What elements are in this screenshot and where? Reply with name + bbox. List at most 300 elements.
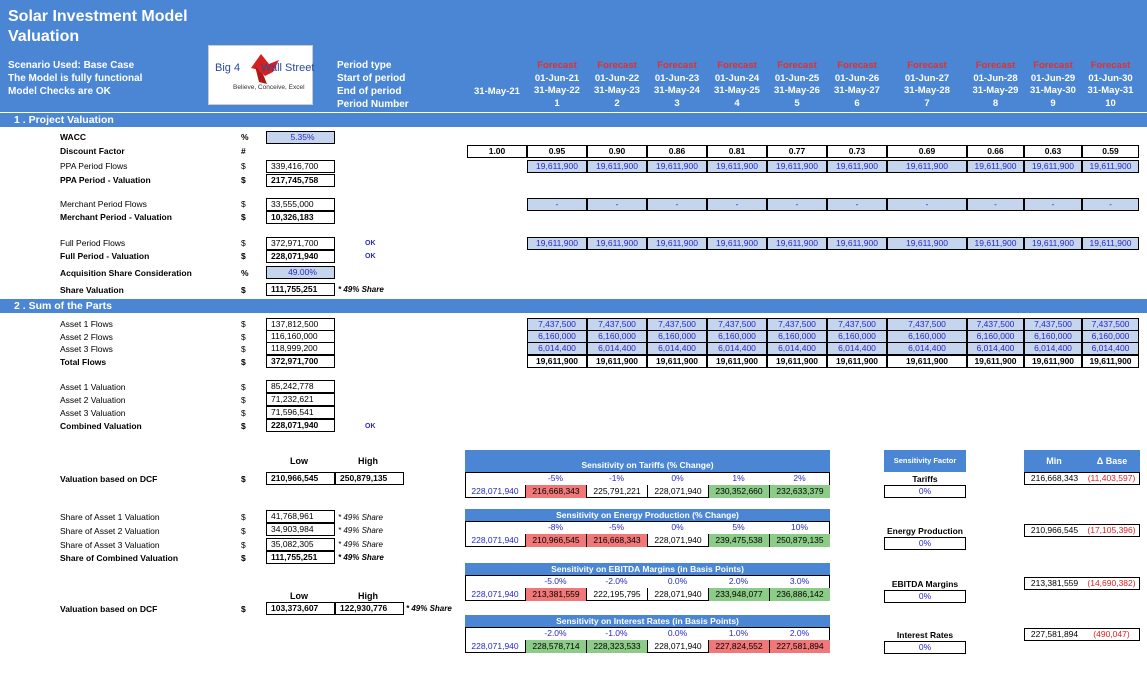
row-label-end: End of period [337,86,402,97]
sensitivity-value: 216,668,343 [586,534,647,547]
period-flow-cell: 7,437,500 [1082,318,1139,331]
acq-share-input[interactable]: 49.00% [266,266,335,279]
sensitivity-step: 3.0% [789,576,810,586]
period-header-3 [647,60,707,110]
period-flow-cell: 19,611,900 [887,237,967,250]
discount-label: Discount Factor [60,146,125,156]
combined-val-unit: $ [241,421,246,431]
period-type: Forecast [717,60,757,71]
sensitivity-step: 2.0% [728,576,749,586]
sensitivity-value: 228,071,940 [647,485,708,498]
period-flow-cell: 19,611,900 [887,355,967,368]
full-flows-label: Full Period Flows [60,238,126,248]
period-flow-cell: 7,437,500 [707,318,767,331]
sensitivity-value: 227,581,894 [769,640,830,653]
period-header-9 [1024,60,1082,110]
period-type: Forecast [1090,60,1131,71]
sensitivity-title: Sensitivity on Energy Production (% Change) [465,509,830,521]
dcf2-unit: $ [241,604,246,614]
share-val-label: Share Valuation [60,285,124,295]
period-flow-cell: 6,160,000 [587,330,647,343]
share-a2-note: * 49% Share [338,526,383,535]
scenario-label: Scenario Used: Base Case [8,60,135,71]
period-flow-cell: 6,160,000 [767,330,827,343]
period-end: 31-May-29 [972,85,1019,96]
dcf2-high: 122,930,776 [335,602,404,615]
period-start: 01-Jun-26 [834,72,880,84]
sensitivity-step: -5% [547,473,564,483]
period-flow-cell: 19,611,900 [967,160,1024,173]
period-flow-cell: 19,611,900 [967,237,1024,250]
period-flow-cell: 19,611,900 [1082,355,1139,368]
period-end: 31-May-23 [594,85,640,96]
dcf1-high: 250,879,135 [335,472,404,485]
combined-val-ok: OK [365,423,376,430]
discount-factor-cell: 0.59 [1082,145,1139,158]
asset2-flows-value: 116,160,000 [266,330,335,343]
period-type: Forecast [837,60,877,71]
logo-main: Big 4 [215,62,241,74]
period-flow-cell: 6,014,400 [1024,342,1082,355]
model-title: Solar Investment Model [8,8,188,25]
sensitivity-min: 213,381,559 [1024,577,1084,590]
period-flow-cell: 19,611,900 [707,355,767,368]
share-comb-note: * 49% Share [338,553,384,562]
asset3-flows-unit: $ [241,344,246,354]
eagle-icon [209,46,314,106]
period-flow-cell: 19,611,900 [827,160,887,173]
period-flow-cell: 6,160,000 [1082,330,1139,343]
sensitivity-value: 228,071,940 [647,534,708,547]
share-a1-label: Share of Asset 1 Valuation [60,512,160,522]
row-label-period-type: Period type [337,60,392,71]
period-flow-cell: 19,611,900 [1082,237,1139,250]
sensitivity-factor-label: EBITDA Margins [891,579,959,589]
period-flow-cell: 19,611,900 [527,160,587,173]
dcf2-note: * 49% Share [406,604,452,613]
period-flow-cell: 19,611,900 [827,237,887,250]
period-number: 10 [1105,97,1116,109]
period-start: 01-Jun-23 [654,72,700,84]
period-flow-cell: 7,437,500 [1024,318,1082,331]
sensitivity-step: -2.0% [544,628,567,638]
discount-base: 1.00 [467,145,527,158]
section-sum-of-parts: 2 . Sum of the Parts [0,299,1147,313]
sensitivity-value: 233,948,077 [708,588,769,601]
period-flow-cell: 7,437,500 [967,318,1024,331]
period-start: 01-Jun-22 [594,72,640,84]
period-flow-cell: - [767,198,827,211]
share-a2-unit: $ [241,526,246,536]
share-a1-value: 41,768,961 [266,510,335,523]
period-flow-cell: 19,611,900 [887,160,967,173]
dcf1-low-head: Low [290,456,308,466]
period-flow-cell: 19,611,900 [1024,237,1082,250]
sensitivity-step: 5% [732,522,745,532]
share-val-value: 111,755,251 [266,283,335,296]
period-end: 31-May-31 [1087,85,1134,96]
period-type: Forecast [777,60,817,71]
ppa-val-label: PPA Period - Valuation [60,175,151,185]
period-flow-cell: 19,611,900 [587,355,647,368]
share-a3-value: 35,082,305 [266,538,335,551]
share-a2-label: Share of Asset 2 Valuation [60,526,160,536]
sensitivity-value: 227,824,552 [708,640,769,653]
period-number: 8 [992,97,999,109]
full-flows-value: 372,971,700 [266,237,335,250]
period-flow-cell: 19,611,900 [967,355,1024,368]
merch-val-value: 10,326,183 [266,211,335,224]
discount-factor-cell: 0.73 [827,145,887,158]
sensitivity-value: 210,966,545 [525,534,586,547]
sensitivity-factor-input[interactable]: 0% [884,641,966,654]
period-number: 4 [734,97,740,109]
merch-flows-unit: $ [241,199,246,209]
period-number: 7 [924,97,930,109]
checks-label: Model Checks are OK [8,86,111,97]
dcf2-high-head: High [358,591,378,601]
period-flow-cell: 19,611,900 [587,237,647,250]
period-flow-cell: 19,611,900 [827,355,887,368]
ppa-val-value: 217,745,758 [266,174,335,187]
full-val-unit: $ [241,251,246,261]
sensitivity-step: 1.0% [728,628,749,638]
period-flow-cell: 19,611,900 [527,237,587,250]
period-number: 6 [854,97,860,109]
total-flows-label: Total Flows [60,357,107,367]
period-end: 31-May-26 [774,85,820,96]
row-label-start: Start of period [337,73,406,84]
sensitivity-base: 228,071,940 [471,641,519,651]
asset2-flows-label: Asset 2 Flows [60,332,113,342]
period-type: Forecast [907,60,947,71]
wacc-label: WACC [60,132,86,142]
period-number: 3 [674,97,680,109]
period-type: Forecast [537,60,577,71]
period-start: 01-Jun-24 [714,72,760,84]
sensitivity-step: 0% [671,473,684,483]
sensitivity-step: -2.0% [605,576,628,586]
row-label-period-number: Period Number [337,99,409,110]
full-val-ok: OK [365,253,376,260]
sensitivity-factor-input[interactable]: 0% [884,485,966,498]
sensitivity-delta: (11,403,597) [1084,472,1140,485]
sensitivity-base: 228,071,940 [471,535,519,545]
period-header-2 [587,60,647,110]
sensitivity-delta: (14,690,382) [1084,577,1140,590]
period-end: 31-May-28 [904,85,950,96]
share-comb-unit: $ [241,553,246,563]
share-a1-unit: $ [241,512,246,522]
period-flow-cell: - [647,198,707,211]
merch-val-label: Merchant Period - Valuation [60,212,172,222]
sensitivity-factor-label: Tariffs [912,474,938,484]
merch-val-unit: $ [241,212,246,222]
sensitivity-step: -1% [608,473,625,483]
share-val-unit: $ [241,285,246,295]
sensitivity-title: Sensitivity on Tariffs (% Change) [465,450,830,472]
period-start: 01-Jun-27 [904,72,950,84]
sensitivity-step: -8% [547,522,564,532]
period-flow-cell: 6,014,400 [827,342,887,355]
sensitivity-value: 232,633,379 [769,485,830,498]
asset3-val-unit: $ [241,408,246,418]
sensitivity-title: Sensitivity on EBITDA Margins (in Basis Points) [465,563,830,575]
full-flows-ok: OK [365,240,376,247]
period-flow-cell: 6,160,000 [707,330,767,343]
period-flow-cell: 19,611,900 [647,355,707,368]
sensitivity-min: 210,966,545 [1024,524,1084,537]
period-flow-cell: 6,014,400 [1082,342,1139,355]
period-flow-cell: 7,437,500 [887,318,967,331]
period-header-4 [707,60,767,110]
period-flow-cell: 6,014,400 [587,342,647,355]
sensitivity-base: 228,071,940 [471,589,519,599]
period-end: 31-May-30 [1030,85,1076,96]
dcf1-label: Valuation based on DCF [60,474,158,484]
logo-tagline: Believe, Conceive, Excel [233,84,305,91]
share-a3-unit: $ [241,540,246,550]
period-end: 31-May-22 [534,85,580,96]
period-flow-cell: 7,437,500 [527,318,587,331]
period-flow-cell: 19,611,900 [647,237,707,250]
sensitivity-value: 236,886,142 [769,588,830,601]
period-flow-cell: 19,611,900 [1024,160,1082,173]
period-header-1 [527,60,587,110]
period-end: 31-May-25 [714,85,760,96]
sensitivity-step: -1.0% [605,628,628,638]
period-flow-cell: 19,611,900 [707,160,767,173]
period-flow-cell: - [887,198,967,211]
period-flow-cell: 6,160,000 [1024,330,1082,343]
period-number: 1 [554,97,560,109]
sensitivity-step: 0.0% [667,576,688,586]
period-flow-cell: 7,437,500 [647,318,707,331]
period-flow-cell: 6,014,400 [887,342,967,355]
period-start: 01-Jun-30 [1088,72,1133,84]
period-flow-cell: - [707,198,767,211]
asset2-flows-unit: $ [241,332,246,342]
sensitivity-title: Sensitivity on Interest Rates (in Basis Points) [465,615,830,627]
sens-min-head: Min [1024,450,1084,472]
company-logo [208,45,313,105]
period-start: 01-Jun-21 [534,72,580,84]
sensitivity-min: 227,581,894 [1024,628,1084,641]
period-flow-cell: 6,014,400 [647,342,707,355]
period-flow-cell: 6,160,000 [887,330,967,343]
period-flow-cell: - [967,198,1024,211]
period-flow-cell: 19,611,900 [1082,160,1139,173]
sensitivity-value: 216,668,343 [525,485,586,498]
period-flow-cell: - [827,198,887,211]
dcf2-low: 103,373,607 [266,602,335,615]
share-comb-label: Share of Combined Valuation [60,553,179,563]
period-flow-cell: - [1024,198,1082,211]
discount-factor-cell: 0.66 [967,145,1024,158]
sensitivity-min: 216,668,343 [1024,472,1084,485]
sensitivity-value: 228,578,714 [525,640,586,653]
period-number: 9 [1050,97,1056,109]
period-flow-cell: 6,160,000 [647,330,707,343]
sensitivity-step: 0.0% [667,628,688,638]
logo-sub: Wall Street [261,62,315,74]
period-end: 31-May-27 [834,85,880,96]
period-flow-cell: 6,014,400 [707,342,767,355]
asset1-flows-unit: $ [241,319,246,329]
combined-val-value: 228,071,940 [266,419,335,432]
merch-flows-label: Merchant Period Flows [60,199,147,209]
ppa-flows-unit: $ [241,161,246,171]
period-flow-cell: 19,611,900 [707,237,767,250]
sens-factor-head: Sensitivity Factor [884,450,966,472]
wacc-unit: % [241,132,249,142]
sensitivity-step: -5.0% [544,576,567,586]
asset1-flows-label: Asset 1 Flows [60,319,113,329]
sensitivity-value: 250,879,135 [769,534,830,547]
asset2-val-label: Asset 2 Valuation [60,395,126,405]
discount-factor-cell: 0.63 [1024,145,1082,158]
wacc-input[interactable]: 5.35% [266,131,335,144]
period-start: 01-Jun-29 [1030,72,1076,84]
period-flow-cell: 7,437,500 [587,318,647,331]
full-val-label: Full Period - Valuation [60,251,150,261]
sensitivity-value: 225,791,221 [586,485,647,498]
period-flow-cell: 7,437,500 [767,318,827,331]
asset3-flows-label: Asset 3 Flows [60,344,113,354]
total-flows-unit: $ [241,357,246,367]
full-val-value: 228,071,940 [266,250,335,263]
period-flow-cell: 19,611,900 [587,160,647,173]
share-a1-note: * 49% Share [338,513,383,522]
discount-factor-cell: 0.69 [887,145,967,158]
functional-label: The Model is fully functional [8,73,143,84]
period-flow-cell: 19,611,900 [1024,355,1082,368]
asset2-val-unit: $ [241,395,246,405]
sensitivity-step: 0% [671,522,684,532]
sensitivity-step: 2.0% [789,628,810,638]
share-a3-label: Share of Asset 3 Valuation [60,540,160,550]
share-val-note: * 49% Share [338,285,384,294]
share-comb-value: 111,755,251 [266,551,335,564]
sensitivity-step: 2% [793,473,806,483]
period-number: 2 [614,97,620,109]
period-header-8 [967,60,1024,110]
period-flow-cell: 19,611,900 [767,160,827,173]
period-flow-cell: 19,611,900 [767,237,827,250]
sens-delta-head: Δ Base [1084,450,1140,472]
sensitivity-factor-label: Interest Rates [896,630,954,640]
period-flow-cell: - [1082,198,1139,211]
asset1-val-unit: $ [241,382,246,392]
period-end: 31-May-24 [654,85,700,96]
share-a2-value: 34,903,984 [266,523,335,536]
total-flows-value: 372,971,700 [266,355,335,368]
period-flow-cell: 6,160,000 [527,330,587,343]
period-flow-cell: 19,611,900 [767,355,827,368]
period-flow-cell: 6,014,400 [767,342,827,355]
asset1-flows-value: 137,812,500 [266,318,335,331]
sensitivity-value: 230,352,660 [708,485,769,498]
sensitivity-value: 222,195,795 [586,588,647,601]
period-flow-cell: 6,014,400 [527,342,587,355]
discount-factor-cell: 0.95 [527,145,587,158]
sensitivity-base: 228,071,940 [471,486,519,496]
model-subtitle: Valuation [8,28,80,45]
sensitivity-step: 10% [790,522,808,532]
sensitivity-factor-label: Energy Production [886,526,964,536]
period-number: 5 [794,97,800,109]
sensitivity-factor-input[interactable]: 0% [884,590,966,603]
sensitivity-delta: (490,047) [1084,628,1140,641]
asset1-val-label: Asset 1 Valuation [60,382,126,392]
sensitivity-value: 239,475,538 [708,534,769,547]
period-flow-cell: 19,611,900 [647,160,707,173]
discount-factor-cell: 0.77 [767,145,827,158]
dcf1-unit: $ [241,474,246,484]
ppa-val-unit: $ [241,175,246,185]
period-start: 01-Jun-25 [774,72,820,84]
sensitivity-step: 1% [732,473,745,483]
dcf1-low: 210,966,545 [266,472,335,485]
ppa-flows-label: PPA Period Flows [60,161,128,171]
discount-factor-cell: 0.90 [587,145,647,158]
sensitivity-factor-input[interactable]: 0% [884,537,966,550]
period-type: Forecast [597,60,637,71]
sensitivity-value: 228,323,533 [586,640,647,653]
asset3-flows-value: 118,999,200 [266,342,335,355]
share-a3-note: * 49% Share [338,540,383,549]
sensitivity-value: 213,381,559 [525,588,586,601]
asset3-val-value: 71,596,541 [266,406,335,419]
dcf1-high-head: High [358,456,378,466]
period-flow-cell: - [587,198,647,211]
combined-val-label: Combined Valuation [60,421,142,431]
discount-factor-cell: 0.86 [647,145,707,158]
asset1-val-value: 85,242,778 [266,380,335,393]
acq-share-label: Acquisition Share Consideration [60,268,192,278]
discount-factor-cell: 0.81 [707,145,767,158]
full-flows-unit: $ [241,238,246,248]
period-header-10 [1082,60,1139,110]
section-project-valuation: 1 . Project Valuation [0,113,1147,127]
period-flow-cell: - [527,198,587,211]
period-type: Forecast [1033,60,1073,71]
period-flow-cell: 7,437,500 [827,318,887,331]
period-flow-cell: 19,611,900 [527,355,587,368]
sensitivity-delta: (17,105,396) [1084,524,1140,537]
period-flow-cell: 6,160,000 [827,330,887,343]
sensitivity-value: 228,071,940 [647,640,708,653]
dcf2-label: Valuation based on DCF [60,604,158,614]
period-start: 01-Jun-28 [973,72,1018,84]
period-type: Forecast [975,60,1016,71]
ppa-flows-value: 339,416,700 [266,160,335,173]
asset2-val-value: 71,232,621 [266,393,335,406]
period-header-7 [887,60,967,110]
asset3-val-label: Asset 3 Valuation [60,408,126,418]
period-header-5 [767,60,827,110]
acq-share-unit: % [241,268,249,278]
sensitivity-value: 228,071,940 [647,588,708,601]
period-type: Forecast [657,60,697,71]
period-header-6 [827,60,887,110]
dcf2-low-head: Low [290,591,308,601]
discount-unit: # [241,146,246,156]
base-date: 31-May-21 [474,86,520,97]
period-flow-cell: 6,014,400 [967,342,1024,355]
period-flow-cell: 6,160,000 [967,330,1024,343]
merch-flows-value: 33,555,000 [266,198,335,211]
